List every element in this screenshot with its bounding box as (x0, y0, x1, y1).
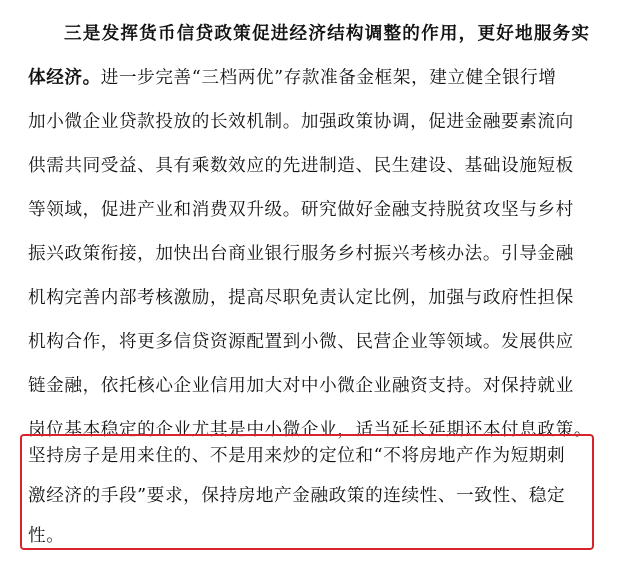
paragraph-line-8: 机构合作，将更多信贷资源配置到小微、民营企业等领域。发展供应 (28, 332, 574, 352)
highlighted-line-2: 激经济的手段”要求，保持房地产金融政策的连续性、一致性、稳定 (28, 486, 566, 506)
paragraph-line-9: 链金融，依托核心企业信用加大对中小微企业融资支持。对保持就业 (28, 376, 574, 396)
paragraph-line-7: 机构完善内部考核激励，提高尽职免责认定比例，加强与政府性担保 (28, 288, 574, 308)
paragraph-line-10: 岗位基本稳定的企业尤其是中小微企业，适当延长延期还本付息政策。 (28, 420, 593, 440)
heading-continuation: 体经济。 (28, 67, 101, 88)
paragraph-line-4: 供需共同受益、具有乘数效应的先进制造、民生建设、基础设施短板 (28, 156, 574, 176)
highlighted-line-1: 坚持房子是用来住的、不是用来炒的定位和“不将房地产作为短期刺 (28, 446, 566, 466)
paragraph-line-5: 等领域，促进产业和消费双升级。研究做好金融支持脱贫攻坚与乡村 (28, 200, 574, 220)
paragraph-line-6: 振兴政策衔接，加快出台商业银行服务乡村振兴考核办法。引导金融 (28, 244, 574, 264)
paragraph-line-3: 加小微企业贷款投放的长效机制。加强政策协调，促进金融要素流向 (28, 112, 574, 132)
paragraph-line-2 (28, 64, 557, 92)
paragraph-heading-line: 三是发挥货币信贷政策促进经济结构调整的作用，更好地服务实 (64, 23, 591, 44)
highlighted-line-3: 性。 (28, 526, 65, 546)
body-text: 进一步完善“三档两优”存款准备金框架，建立健全银行增 (100, 68, 557, 88)
